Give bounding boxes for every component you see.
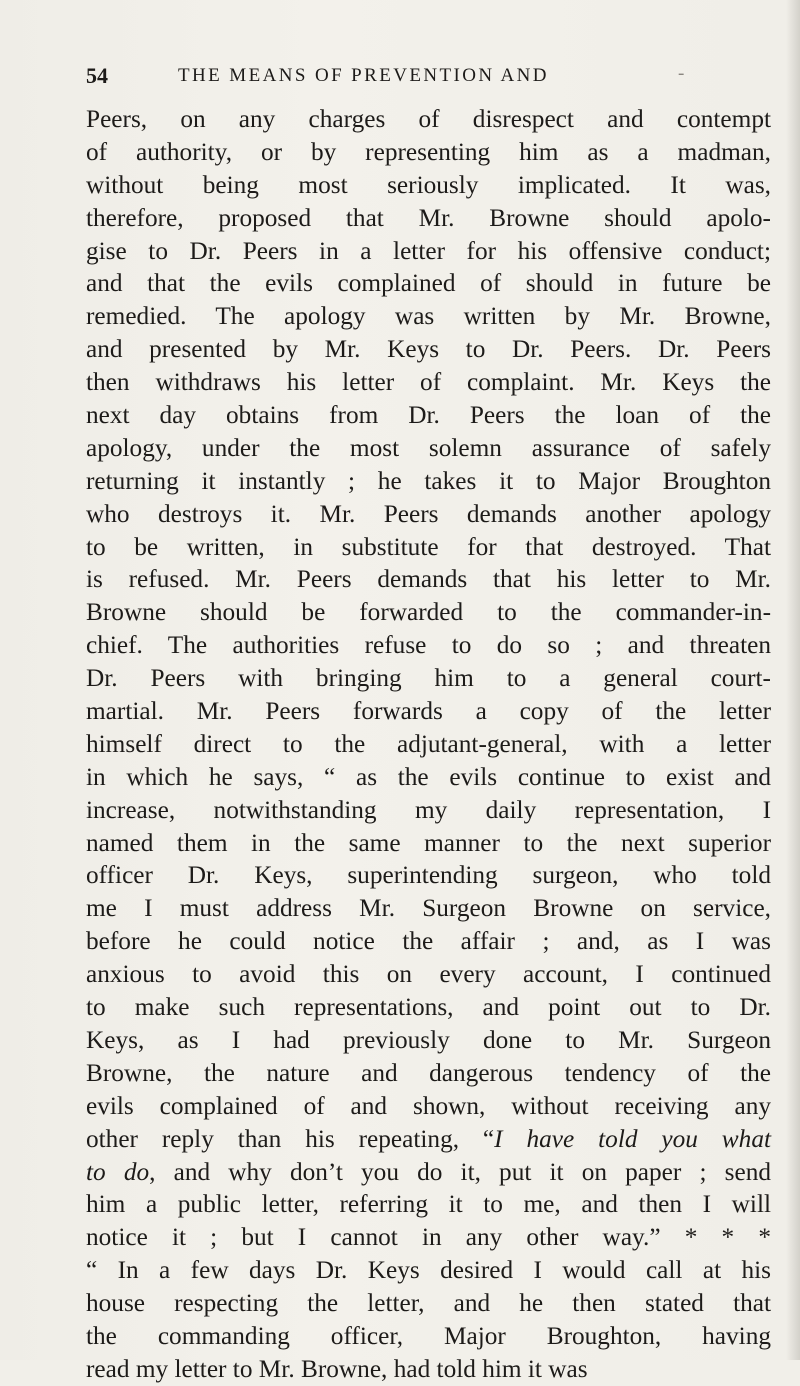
text-line: read my letter to Mr. Browne, had told him it was — [86, 1354, 588, 1383]
text-line: to make such representations, and point out to Dr. — [86, 993, 771, 1022]
text-line: chief. The authorities refuse to do so ; and threaten — [86, 631, 771, 660]
text-line: Browne should be forwarded to the commander-in- — [86, 598, 771, 627]
text-line: to be written, in substitute for that destroyed. That — [86, 532, 771, 561]
text-line: “ In a few days Dr. Keys desired I would call at his — [86, 1256, 771, 1285]
text-segment: , and why don’t you do it, put it on paper ; send — [149, 1157, 771, 1186]
text-line — [86, 1156, 771, 1189]
text-line: me I must address Mr. Surgeon Browne on service, — [86, 894, 771, 923]
text-line: Peers, on any charges of disrespect and contempt — [86, 105, 771, 133]
text-line: returning it instantly ; he takes it to Major Broughton — [86, 466, 771, 495]
text-line: gise to Dr. Peers in a letter for his offensive conduct; — [86, 236, 771, 265]
text-line: the commanding officer, Major Broughton, having — [86, 1321, 771, 1350]
text-line: named them in the same manner to the next superior — [86, 828, 771, 857]
running-head: THE MEANS OF PREVENTION AND — [178, 65, 549, 86]
text-line: Browne, the nature and dangerous tendency of the — [86, 1058, 771, 1087]
text-line: Keys, as I had previously done to Mr. Surgeon — [86, 1025, 771, 1054]
text-line: increase, notwithstanding my daily representation, I — [86, 795, 771, 824]
text-line: and presented by Mr. Keys to Dr. Peers. Dr. Peers — [86, 335, 771, 364]
italic-quote: to do — [86, 1157, 150, 1186]
text-line: and that the evils complained of should in future be — [86, 269, 771, 298]
page-edge-shadow — [786, 0, 800, 1360]
text-line: next day obtains from Dr. Peers the loan of the — [86, 401, 771, 430]
text-line: therefore, proposed that Mr. Browne should apolo- — [86, 203, 771, 232]
text-line: who destroys it. Mr. Peers demands another apology — [86, 499, 771, 528]
text-line: anxious to avoid this on every account, I continued — [86, 960, 771, 989]
text-line: is refused. Mr. Peers demands that his letter to Mr. — [86, 565, 771, 594]
text-line: then withdraws his letter of complaint. Mr. Keys the — [86, 368, 771, 397]
text-line: officer Dr. Keys, superintending surgeon, who told — [86, 861, 771, 890]
body-text — [86, 103, 771, 1386]
text-line: evils complained of and shown, without receiving any — [86, 1091, 771, 1120]
italic-quote: I have told you what — [494, 1124, 771, 1153]
header-mark: - — [678, 63, 685, 84]
text-segment: other reply than his repeating, “ — [86, 1124, 495, 1153]
text-line: himself direct to the adjutant-general, with a letter — [86, 729, 771, 758]
page-header — [86, 63, 686, 93]
text-line: Dr. Peers with bringing him to a general court- — [86, 664, 771, 693]
text-line: apology, under the most solemn assurance of safely — [86, 433, 771, 462]
page-number: 54 — [86, 63, 108, 88]
text-line: notice it ; but I cannot in any other way.” * * * — [86, 1223, 771, 1252]
text-line: of authority, or by representing him as a madman, — [86, 137, 771, 166]
text-line: before he could notice the affair ; and, as I was — [86, 927, 771, 956]
text-line: remedied. The apology was written by Mr. Browne, — [86, 302, 771, 331]
text-line: martial. Mr. Peers forwards a copy of the letter — [86, 697, 771, 726]
text-line: house respecting the letter, and he then stated that — [86, 1289, 771, 1318]
text-line: him a public letter, referring it to me, and then I will — [86, 1190, 771, 1219]
text-line — [86, 1123, 771, 1156]
text-line: in which he says, “ as the evils continue to exist and — [86, 762, 771, 791]
text-line: without being most seriously implicated. It was, — [86, 170, 771, 199]
